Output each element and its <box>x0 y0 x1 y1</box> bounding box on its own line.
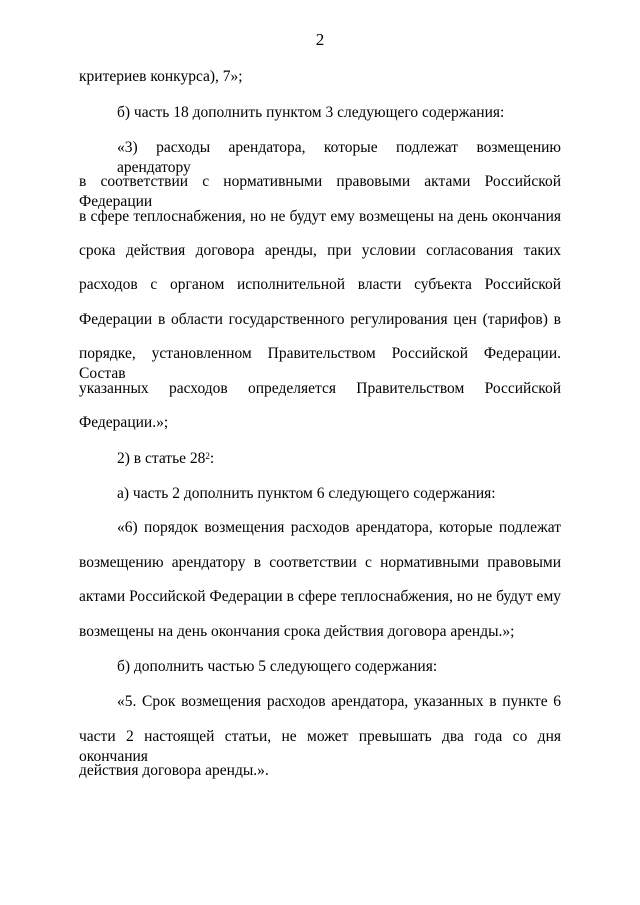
article-superscript: 2 <box>205 451 210 461</box>
text-line-18: б) дополнить частью 5 следующего содержания: <box>117 658 438 675</box>
text-line-15: возмещению арендатору в соответствии с нормативными правовыми <box>79 554 561 571</box>
article-colon: : <box>209 450 215 467</box>
text-line-21: действия договора аренды.». <box>79 762 269 779</box>
page-number: 2 <box>315 30 325 49</box>
text-line-5: в сфере теплоснабжения, но не будут ему возмещены на день окончания <box>79 208 561 225</box>
text-line-13: а) часть 2 дополнить пунктом 6 следующего содержания: <box>117 485 496 502</box>
text-line-4: в соответствии с нормативными правовыми актами Российской Федерации <box>79 173 561 210</box>
text-line-20: части 2 настоящей статьи, не может превышать два года со дня окончания <box>79 728 561 765</box>
text-line-19: «5. Срок возмещения расходов арендатора, указанных в пункте 6 <box>117 693 561 710</box>
text-line-7: расходов с органом исполнительной власти субъекта Российской <box>79 276 561 293</box>
text-line-1: критериев конкурса), 7»; <box>79 68 243 85</box>
text-line-11: Федерации.»; <box>79 414 169 431</box>
text-line-2: б) часть 18 дополнить пунктом 3 следующего содержания: <box>117 104 505 121</box>
text-line-12 <box>117 449 214 469</box>
text-line-3: «3) расходы арендатора, которые подлежат возмещению арендатору <box>117 139 561 176</box>
text-line-8: Федерации в области государственного регулирования цен (тарифов) в <box>79 311 561 328</box>
text-line-9: порядке, установленном Правительством Российской Федерации. Состав <box>79 345 561 382</box>
text-line-10: указанных расходов определяется Правительством Российской <box>79 380 561 397</box>
article-ref: 2) в статье 28 <box>117 450 206 467</box>
text-line-16: актами Российской Федерации в сфере теплоснабжения, но не будут ему <box>79 588 561 605</box>
text-line-6: срока действия договора аренды, при условии согласования таких <box>79 242 561 259</box>
text-line-14: «6) порядок возмещения расходов арендатора, которые подлежат <box>117 519 561 536</box>
text-line-17: возмещены на день окончания срока действия договора аренды.»; <box>79 623 515 640</box>
